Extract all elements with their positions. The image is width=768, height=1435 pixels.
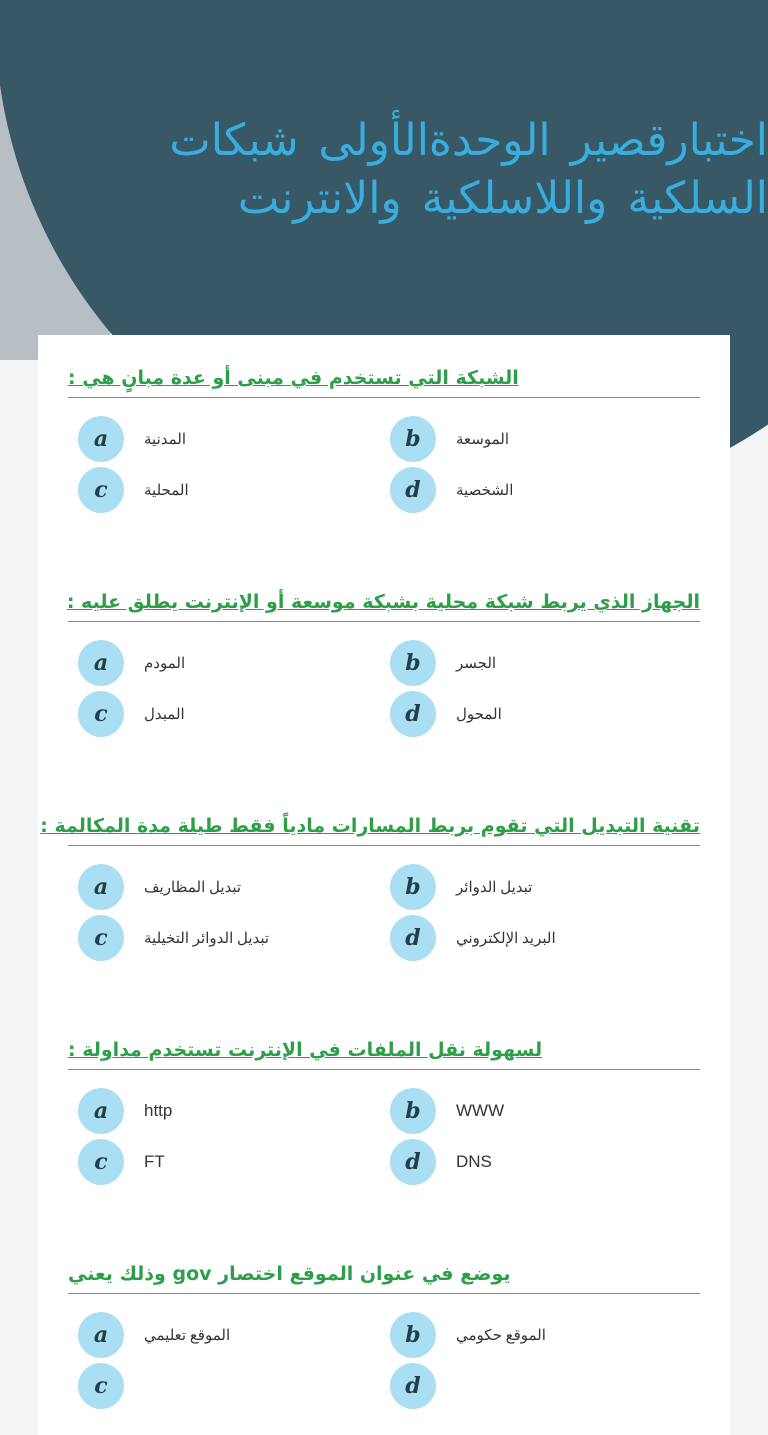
option-letter-c: c: [78, 691, 124, 737]
option-label: FT: [144, 1152, 165, 1171]
option-a[interactable]: [78, 1312, 230, 1358]
option-a[interactable]: [78, 640, 185, 686]
option-label: المحلية: [144, 482, 189, 499]
option-letter-b: b: [390, 640, 436, 686]
question-text: الشبكة التي تستخدم في مبنى أو عدة مبانٍ هي :: [68, 367, 519, 389]
question-3: [40, 811, 700, 966]
option-letter-a: a: [78, 1088, 124, 1134]
option-letter-c: c: [78, 467, 124, 513]
option-d[interactable]: [390, 691, 502, 737]
question-text: يوضع في عنوان الموقع اختصار gov وذلك يعني: [68, 1263, 511, 1285]
option-letter-d: d: [390, 467, 436, 513]
option-label: الموسعة: [456, 431, 510, 448]
question-1: [68, 363, 700, 518]
option-letter-b: b: [390, 416, 436, 462]
option-label: الشخصية: [456, 482, 514, 499]
question-5: [68, 1259, 700, 1414]
option-label: المبدل: [144, 706, 185, 723]
option-d[interactable]: [390, 1139, 492, 1185]
option-d[interactable]: [390, 467, 513, 513]
option-d[interactable]: [390, 915, 556, 961]
option-label: WWW: [456, 1101, 505, 1120]
option-letter-d: d: [390, 691, 436, 737]
option-letter-b: b: [390, 864, 436, 910]
option-c[interactable]: [78, 915, 269, 961]
option-a[interactable]: [78, 1088, 172, 1134]
option-letter-a: a: [78, 416, 124, 462]
option-letter-d: d: [390, 915, 436, 961]
option-d[interactable]: [390, 1363, 456, 1409]
worksheet: [38, 335, 730, 1435]
option-a[interactable]: [78, 864, 241, 910]
option-b[interactable]: [390, 416, 509, 462]
option-b[interactable]: [390, 1088, 504, 1134]
option-label: البريد الإلكتروني: [456, 930, 556, 947]
option-b[interactable]: [390, 864, 532, 910]
option-a[interactable]: [78, 416, 186, 462]
option-label: الموقع تعليمي: [144, 1327, 231, 1344]
option-letter-a: a: [78, 864, 124, 910]
question-text: تقنية التبديل التي تقوم بربط المسارات مادياً فقط طيلة مدة المكالمة :: [40, 815, 700, 837]
option-label: الموقع حكومي: [456, 1327, 546, 1344]
option-c[interactable]: [78, 1139, 165, 1185]
question-2: [68, 587, 700, 742]
question-text: لسهولة نقل الملفات في الإنترنت تستخدم مداولة :: [68, 1039, 543, 1061]
option-label: المدنية: [144, 431, 187, 448]
page-title: اختبارقصير الوحدةالأولى شبكات السلكية واللاسلكية والانترنت: [169, 115, 768, 224]
option-letter-c: c: [78, 1139, 124, 1185]
option-letter-b: b: [390, 1088, 436, 1134]
question-4: [68, 1035, 700, 1190]
option-letter-b: b: [390, 1312, 436, 1358]
option-letter-c: c: [78, 1363, 124, 1409]
option-letter-d: d: [390, 1363, 436, 1409]
option-c[interactable]: [78, 691, 185, 737]
option-label: الجسر: [456, 655, 497, 672]
option-label: http: [144, 1101, 173, 1120]
option-c[interactable]: [78, 1363, 144, 1409]
option-c[interactable]: [78, 467, 189, 513]
option-letter-a: a: [78, 640, 124, 686]
option-b[interactable]: [390, 640, 496, 686]
option-label: تبديل الدوائر: [456, 879, 533, 896]
option-label: تبديل المظاريف: [144, 879, 242, 896]
option-letter-d: d: [390, 1139, 436, 1185]
option-letter-c: c: [78, 915, 124, 961]
option-letter-a: a: [78, 1312, 124, 1358]
option-label: المودم: [144, 655, 186, 672]
option-label: المحول: [456, 706, 502, 723]
option-label: DNS: [456, 1152, 492, 1171]
option-b[interactable]: [390, 1312, 546, 1358]
option-label: تبديل الدوائر التخيلية: [144, 930, 270, 947]
question-text: الجهاز الذي يربط شبكة محلية بشبكة موسعة أو الإنترنت يطلق عليه :: [66, 591, 700, 613]
